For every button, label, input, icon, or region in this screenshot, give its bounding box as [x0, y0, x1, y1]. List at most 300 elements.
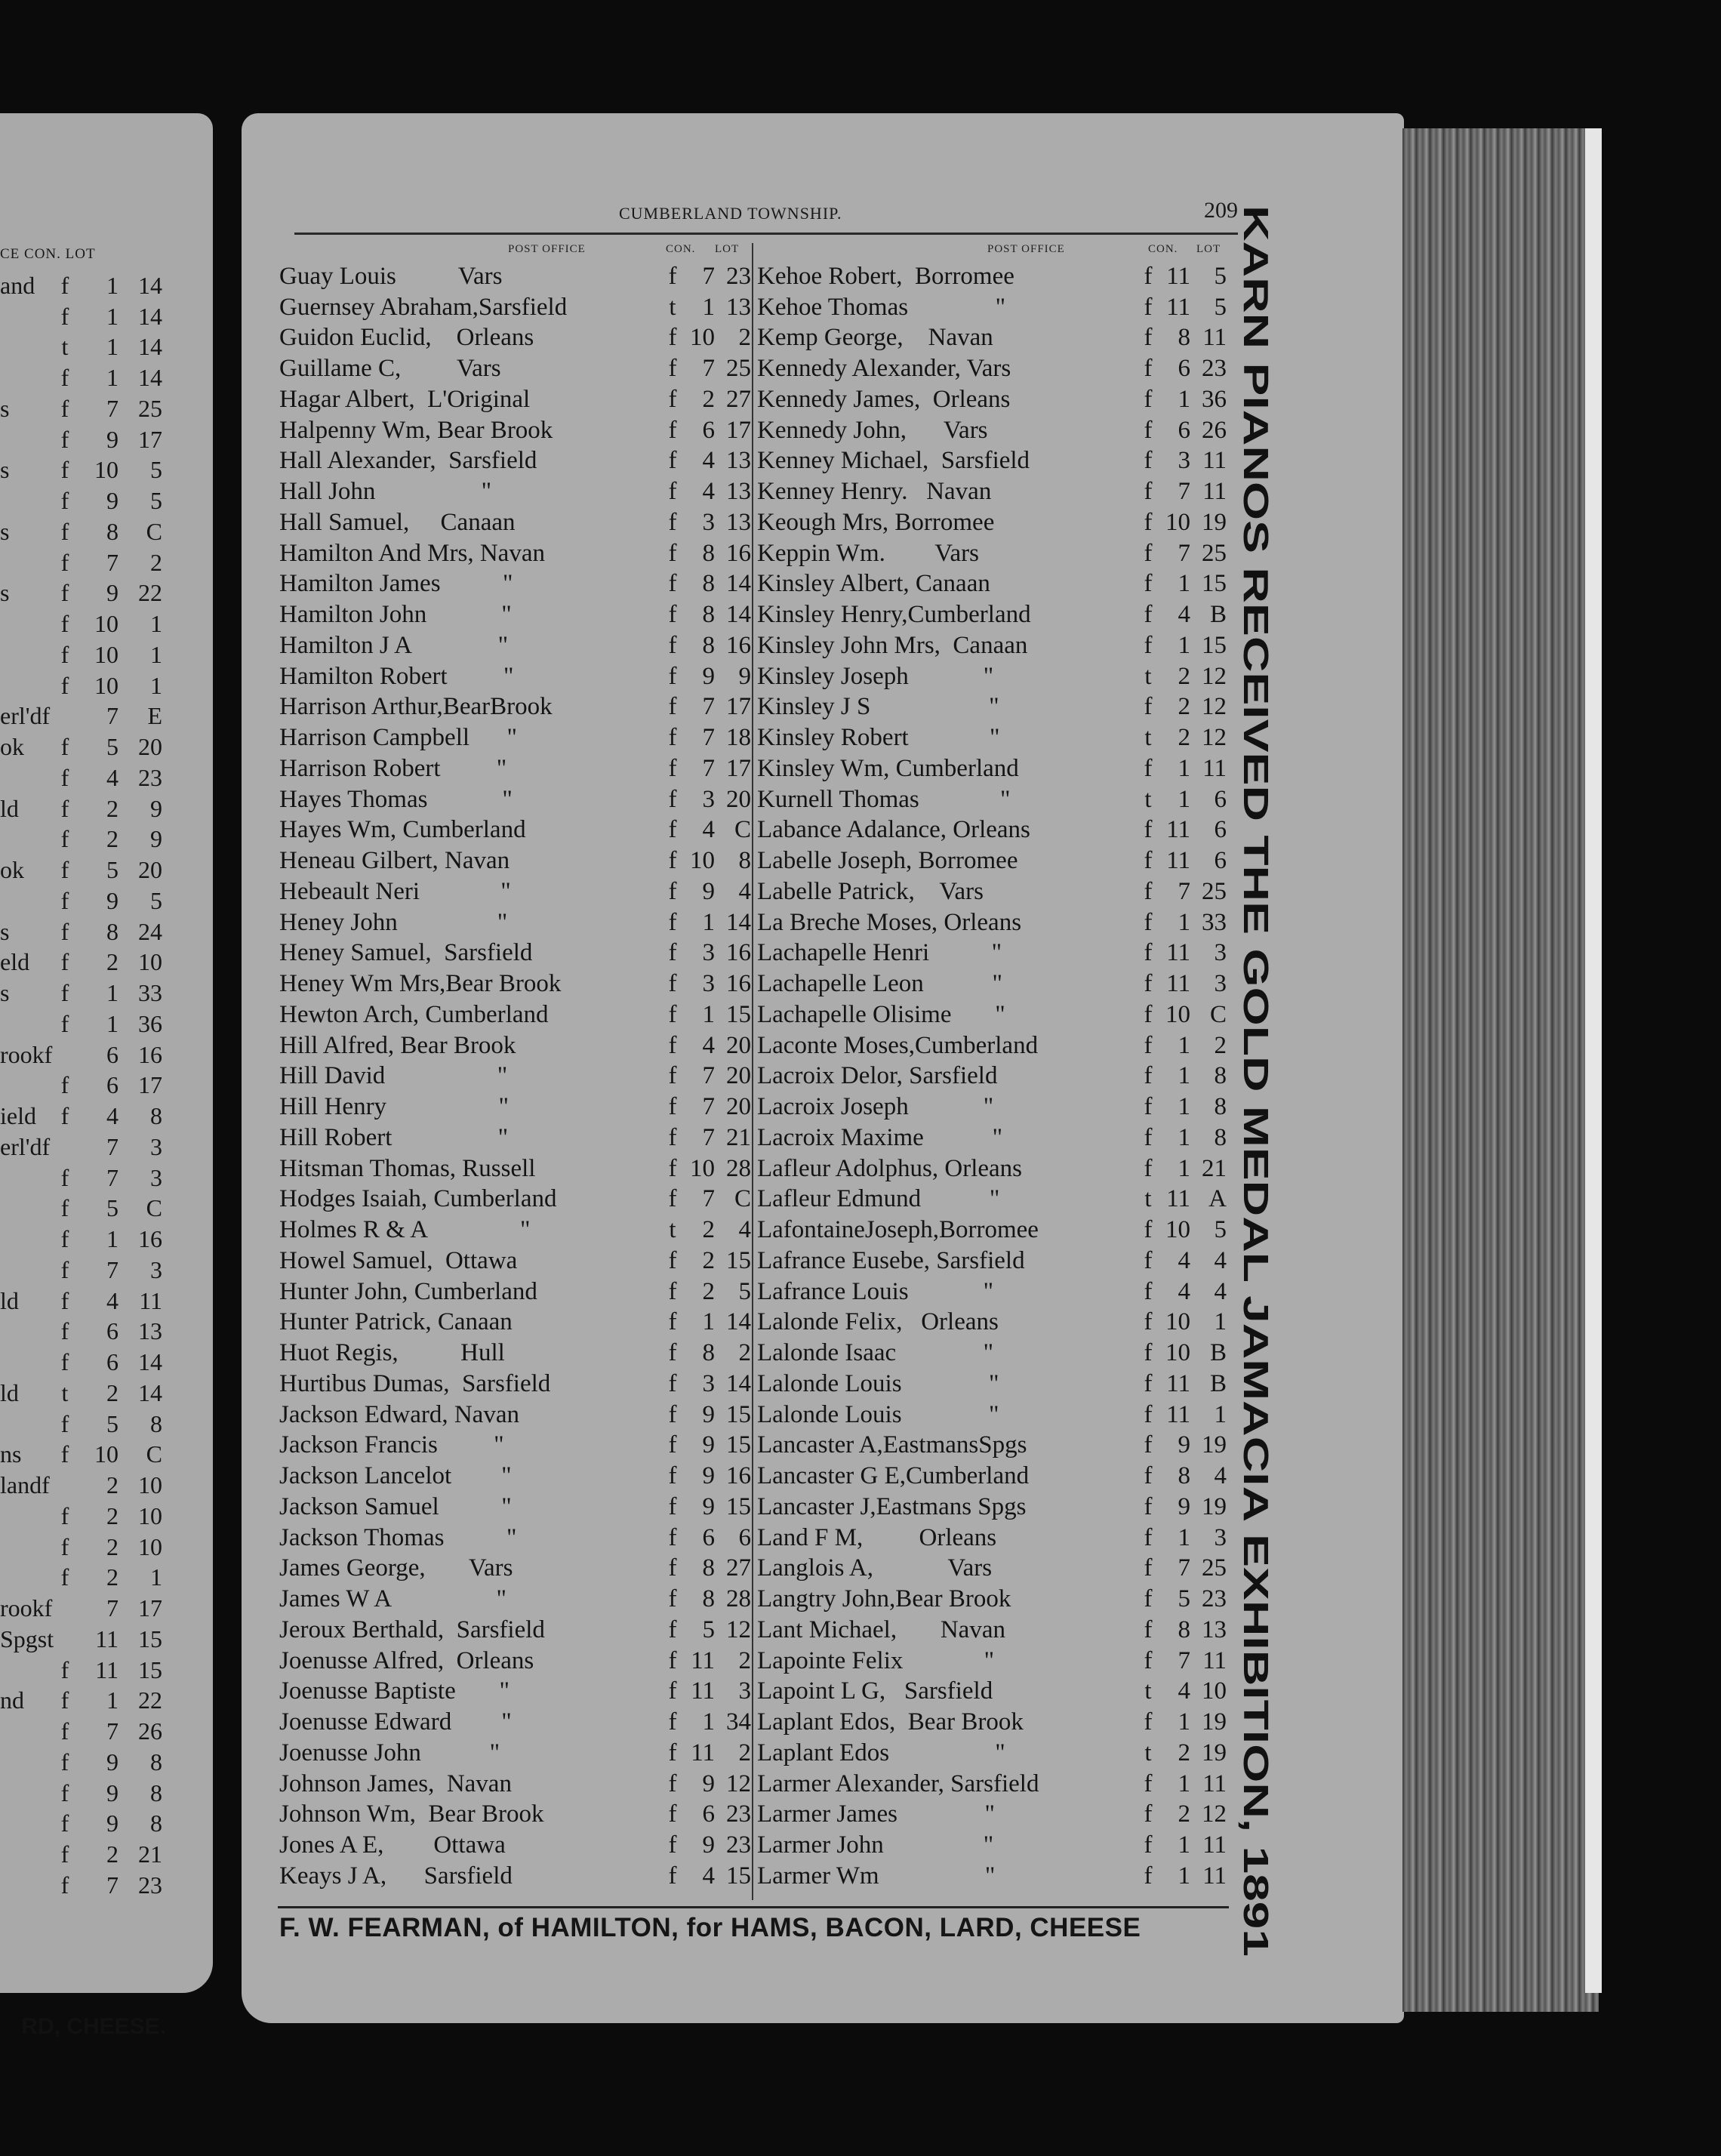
entry-name-post-office: Lalonde Louis "	[757, 1400, 999, 1428]
entry-status: f	[668, 1154, 677, 1182]
directory-entry	[279, 1338, 751, 1369]
entry-name-post-office: James George, Vars	[279, 1554, 513, 1582]
entry-lot: 16	[726, 539, 751, 567]
left-page-status: f	[60, 456, 69, 484]
entry-name-post-office: Huot Regis, Hull	[279, 1339, 505, 1367]
directory-entry	[279, 384, 751, 415]
directory-entry	[757, 1369, 1227, 1400]
entry-status: f	[668, 1093, 677, 1121]
entry-name-post-office: Kehoe Robert, Borromee	[757, 262, 1014, 290]
entry-con: 2	[702, 1246, 715, 1274]
left-page-fragment-text: ns	[0, 1440, 22, 1468]
directory-column-1	[279, 243, 751, 1892]
left-page-lot: 26	[138, 1717, 162, 1745]
entry-status: f	[668, 662, 677, 690]
directory-entry	[757, 323, 1227, 354]
entry-name-post-office: Hitsman Thomas, Russell	[279, 1154, 536, 1182]
entry-con: 9	[702, 1400, 715, 1428]
left-page-fragment-text: ld	[0, 794, 19, 822]
entry-lot: 6	[1214, 816, 1227, 844]
left-page-status: f	[60, 1440, 69, 1468]
directory-entry	[279, 1830, 751, 1861]
entry-lot: 8	[1214, 1093, 1227, 1121]
page-header	[294, 198, 1238, 235]
entry-status: f	[668, 908, 677, 936]
entry-status: t	[1144, 1185, 1152, 1213]
left-page-con: 10	[94, 610, 119, 638]
left-page-footer: RD, CHEESE.	[21, 2014, 166, 2039]
directory-entry	[279, 1277, 751, 1307]
left-page-con: 7	[106, 548, 119, 576]
left-page-con: 2	[106, 948, 119, 976]
left-page-con: 5	[106, 733, 119, 761]
entry-con: 11	[1166, 970, 1190, 998]
entry-lot: 16	[726, 939, 751, 967]
left-page-lot: 1	[150, 1563, 162, 1591]
directory-entry	[279, 1461, 751, 1492]
directory-entry	[279, 1030, 751, 1061]
left-page-lot: 11	[139, 1286, 162, 1314]
entry-status: f	[668, 877, 677, 905]
entry-status: f	[668, 1246, 677, 1274]
left-page-lot: 3	[150, 1163, 162, 1191]
entry-con: 10	[690, 324, 715, 352]
left-page-con: 1	[106, 271, 119, 299]
entry-status: f	[1144, 355, 1153, 383]
directory-entry	[757, 907, 1227, 938]
entry-status: f	[668, 570, 677, 598]
directory-entry	[757, 1677, 1227, 1708]
entry-lot: 11	[1202, 478, 1227, 506]
left-page-status: f	[60, 1532, 69, 1560]
directory-entry	[279, 1615, 751, 1646]
left-page-fragment-text: s	[0, 917, 10, 945]
directory-entry	[279, 1369, 751, 1400]
left-page-row	[0, 1809, 198, 1840]
entry-lot: B	[1209, 601, 1227, 629]
left-page-status: f	[60, 1810, 69, 1837]
entry-lot: 14	[726, 908, 751, 936]
left-page-con: 2	[106, 1378, 119, 1406]
entry-con: 10	[1165, 1339, 1190, 1367]
entry-con: 7	[1178, 1554, 1190, 1582]
left-page-row	[0, 1009, 198, 1040]
entry-status: f	[1144, 1308, 1153, 1336]
entry-lot: 2	[738, 1339, 751, 1367]
left-page-con: 2	[106, 794, 119, 822]
entry-name-post-office: Kennedy James, Orleans	[757, 385, 1011, 413]
entry-name-post-office: Land F M, Orleans	[757, 1523, 997, 1551]
left-page-fragment-text: ok	[0, 733, 24, 761]
directory-entry	[757, 1615, 1227, 1646]
directory-entry	[279, 599, 751, 630]
left-page-con: 4	[106, 1286, 119, 1314]
entry-status: f	[668, 1492, 677, 1520]
entry-name-post-office: Jackson Edward, Navan	[279, 1400, 519, 1428]
entry-lot: 5	[1214, 262, 1227, 290]
left-page-lot: 14	[138, 364, 162, 392]
entry-con: 11	[691, 1677, 715, 1705]
directory-entries	[279, 261, 751, 1892]
entry-status: f	[1144, 1277, 1153, 1305]
left-page-fragment-text: erl'df	[0, 1132, 51, 1160]
directory-entry	[279, 1215, 751, 1246]
entry-con: 4	[1178, 1246, 1190, 1274]
entry-lot: 13	[726, 478, 751, 506]
directory-entry	[757, 1492, 1227, 1523]
entry-name-post-office: Langtry John,Bear Brook	[757, 1585, 1011, 1613]
page-footer	[278, 1906, 1229, 1954]
entry-status: f	[1144, 847, 1153, 875]
left-page-lot: 20	[138, 856, 162, 884]
entry-status: f	[1144, 1769, 1153, 1797]
left-page-con: 6	[106, 1317, 119, 1345]
entry-lot: 3	[1214, 970, 1227, 998]
left-page-row	[0, 732, 198, 762]
left-page-lot: 5	[150, 487, 162, 515]
left-page-con: 7	[106, 1871, 119, 1899]
entry-con: 5	[1178, 1585, 1190, 1613]
entry-name-post-office: Howel Samuel, Ottawa	[279, 1246, 518, 1274]
entry-name-post-office: Kinsley John Mrs, Canaan	[757, 631, 1028, 659]
entry-con: 7	[702, 693, 715, 721]
entry-lot: 25	[726, 355, 751, 383]
left-page-con: 5	[106, 1194, 119, 1222]
entry-name-post-office: Larmer Wm "	[757, 1862, 996, 1890]
directory-entry	[279, 1492, 751, 1523]
entry-status: f	[1144, 324, 1153, 352]
entry-con: 7	[702, 1123, 715, 1151]
directory-entry	[279, 1184, 751, 1215]
entry-lot: 27	[726, 385, 751, 413]
entry-con: 11	[1166, 262, 1190, 290]
left-page-row	[0, 1563, 198, 1594]
entry-lot: 36	[1202, 385, 1227, 413]
entry-status: f	[668, 1308, 677, 1336]
left-page-row	[0, 762, 198, 793]
entry-status: f	[1144, 1708, 1153, 1736]
left-page-status: f	[60, 733, 69, 761]
entry-lot: 12	[726, 1769, 751, 1797]
entry-con: 7	[1178, 539, 1190, 567]
left-page-fragment-text: s	[0, 979, 10, 1007]
left-page-row	[0, 1470, 198, 1501]
entry-con: 8	[1178, 1462, 1190, 1490]
left-page-fragment-text: s	[0, 579, 10, 607]
directory-entry	[757, 1184, 1227, 1215]
left-page-row	[0, 916, 198, 947]
entry-con: 3	[702, 1369, 715, 1397]
left-page-status: f	[60, 517, 69, 545]
entry-name-post-office: Jackson Francis "	[279, 1431, 504, 1459]
entry-con: 2	[1178, 662, 1190, 690]
entry-status: f	[668, 1831, 677, 1859]
entry-status: f	[668, 1708, 677, 1736]
left-page-row	[0, 947, 198, 978]
left-page-lot: 36	[138, 1009, 162, 1037]
entry-name-post-office: Kennedy Alexander, Vars	[757, 355, 1011, 383]
entry-lot: 11	[1202, 1831, 1227, 1859]
left-page-row	[0, 1686, 198, 1717]
entry-status: f	[668, 1400, 677, 1428]
entry-lot: 3	[738, 1677, 751, 1705]
entry-lot: 4	[738, 1216, 751, 1244]
left-page-status: f	[60, 1563, 69, 1591]
entry-lot: 10	[1202, 1677, 1227, 1705]
entry-status: f	[1144, 1123, 1153, 1151]
entry-name-post-office: Kenney Henry. Navan	[757, 478, 992, 506]
entry-status: f	[668, 601, 677, 629]
left-page-status: f	[60, 979, 69, 1007]
entry-status: f	[668, 724, 677, 752]
entry-status: t	[1144, 1739, 1152, 1766]
left-page-status: f	[60, 917, 69, 945]
entry-con: 1	[702, 908, 715, 936]
left-page-lot: C	[146, 517, 162, 545]
entry-lot: 27	[726, 1554, 751, 1582]
left-page-row	[0, 1593, 198, 1624]
entry-status: f	[668, 939, 677, 967]
directory-entry	[757, 1646, 1227, 1677]
entry-con: 8	[1178, 324, 1190, 352]
left-page-row	[0, 1532, 198, 1563]
left-page-con: 7	[106, 1255, 119, 1283]
entry-con: 9	[702, 877, 715, 905]
left-page-row	[0, 1255, 198, 1286]
entry-name-post-office: Kinsley Henry,Cumberland	[757, 601, 1031, 629]
left-page-column-header: CE CON. LOT	[0, 246, 96, 262]
left-page-fragment-text: eld	[0, 948, 30, 976]
left-page-lot: 9	[150, 794, 162, 822]
entry-name-post-office: Lalonde Felix, Orleans	[757, 1308, 999, 1336]
entry-con: 1	[1178, 908, 1190, 936]
left-page-row	[0, 578, 198, 609]
left-page-status: f	[60, 948, 69, 976]
directory-entry	[757, 1461, 1227, 1492]
entry-status: f	[668, 1277, 677, 1305]
entry-status: f	[1144, 1246, 1153, 1274]
entry-con: 10	[1165, 1000, 1190, 1028]
entry-name-post-office: Hamilton J A "	[279, 631, 509, 659]
entry-lot: 11	[1202, 1769, 1227, 1797]
entry-con: 8	[702, 570, 715, 598]
directory-entry	[757, 1584, 1227, 1615]
entry-status: f	[668, 1800, 677, 1828]
entry-status: f	[668, 262, 677, 290]
entry-status: f	[1144, 754, 1153, 782]
directory-entry	[757, 815, 1227, 846]
left-page-row	[0, 547, 198, 578]
entry-con: 2	[1178, 1739, 1190, 1766]
entry-lot: 20	[726, 1062, 751, 1090]
entry-name-post-office: Lapointe Felix "	[757, 1646, 995, 1674]
left-page-status: f	[60, 1686, 69, 1714]
directory-entry	[279, 784, 751, 815]
entry-lot: 6	[738, 1523, 751, 1551]
entry-lot: 14	[726, 1369, 751, 1397]
directory-entry	[279, 415, 751, 446]
directory-entry	[757, 599, 1227, 630]
entry-status: f	[1144, 601, 1153, 629]
left-page-row	[0, 1655, 198, 1686]
left-page-row	[0, 516, 198, 547]
entry-status: f	[1144, 1492, 1153, 1520]
entry-con: 3	[1178, 447, 1190, 475]
entry-lot: 13	[726, 293, 751, 321]
entry-status: f	[668, 1677, 677, 1705]
entry-name-post-office: Guillame C, Vars	[279, 355, 501, 383]
left-page-status: f	[60, 1163, 69, 1191]
entry-con: 5	[702, 1615, 715, 1643]
directory-entry	[279, 1153, 751, 1184]
left-page-lot: 3	[150, 1255, 162, 1283]
entry-name-post-office: Lalonde Louis "	[757, 1369, 999, 1397]
left-page-lot: E	[147, 702, 162, 730]
entry-con: 3	[702, 970, 715, 998]
left-page-row	[0, 393, 198, 424]
entry-lot: 5	[1214, 293, 1227, 321]
entry-status: f	[1144, 262, 1153, 290]
entry-con: 10	[690, 847, 715, 875]
left-page-con: 9	[106, 425, 119, 453]
entry-name-post-office: Hebeault Neri "	[279, 877, 511, 905]
left-page-lot: 10	[138, 1502, 162, 1529]
entry-name-post-office: La Breche Moses, Orleans	[757, 908, 1022, 936]
left-page-lot: 14	[138, 1378, 162, 1406]
entry-lot: 23	[726, 1831, 751, 1859]
entry-lot: 15	[726, 1862, 751, 1890]
entry-lot: 12	[1202, 1800, 1227, 1828]
page-edge-highlight	[1585, 128, 1602, 1993]
entry-con: 9	[702, 1492, 715, 1520]
left-page-lot: 10	[138, 1532, 162, 1560]
entry-con: 9	[702, 1462, 715, 1490]
entry-status: f	[1144, 1831, 1153, 1859]
entry-lot: 3	[1214, 939, 1227, 967]
directory-entry	[757, 1554, 1227, 1585]
left-page-row	[0, 639, 198, 670]
directory-entry	[279, 815, 751, 846]
entry-status: f	[1144, 478, 1153, 506]
running-head: CUMBERLAND TOWNSHIP.	[619, 204, 842, 223]
directory-entry	[757, 876, 1227, 907]
entry-lot: 19	[1202, 508, 1227, 536]
directory-entry	[757, 1153, 1227, 1184]
left-page-row	[0, 701, 198, 732]
left-page-lot: 10	[138, 948, 162, 976]
entry-name-post-office: Hill Robert "	[279, 1123, 509, 1151]
entry-con: 4	[1178, 1277, 1190, 1305]
entry-status: f	[1144, 416, 1153, 444]
left-page-fragment-text: s	[0, 456, 10, 484]
entry-con: 6	[702, 416, 715, 444]
left-page-lot: 1	[150, 640, 162, 668]
entry-lot: 5	[1214, 1216, 1227, 1244]
entry-con: 2	[1178, 693, 1190, 721]
directory-entry	[757, 938, 1227, 969]
entry-lot: 2	[738, 1646, 751, 1674]
entry-lot: 15	[1202, 570, 1227, 598]
left-page-row	[0, 270, 198, 301]
entry-status: f	[1144, 877, 1153, 905]
entry-name-post-office: Lancaster J,Eastmans Spgs	[757, 1492, 1027, 1520]
left-page-con: 6	[106, 1040, 119, 1068]
entry-lot: 26	[1202, 416, 1227, 444]
entry-status: f	[668, 1000, 677, 1028]
left-page-fragment-text: ok	[0, 856, 24, 884]
directory-entry	[757, 538, 1227, 569]
entry-name-post-office: Lafrance Eusebe, Sarsfield	[757, 1246, 1025, 1274]
left-page-fragment-text: s	[0, 394, 10, 422]
left-page-row	[0, 455, 198, 486]
left-page-con: 4	[106, 1102, 119, 1130]
entry-con: 1	[1178, 1031, 1190, 1059]
directory-entry	[279, 661, 751, 692]
entry-lot: 28	[726, 1585, 751, 1613]
directory-entry	[757, 1030, 1227, 1061]
entry-lot: 14	[726, 570, 751, 598]
left-page-con: 5	[106, 1409, 119, 1437]
left-page-row	[0, 1163, 198, 1194]
entry-con: 8	[702, 1339, 715, 1367]
directory-entries	[757, 261, 1227, 1892]
left-page-con: 7	[106, 394, 119, 422]
directory-entry	[279, 323, 751, 354]
left-page-status: f	[60, 1717, 69, 1745]
entry-lot: 5	[738, 1277, 751, 1305]
entry-con: 7	[702, 754, 715, 782]
left-page-row	[0, 608, 198, 639]
left-page-status: f	[60, 1502, 69, 1529]
entry-name-post-office: Holmes R & A "	[279, 1216, 531, 1244]
entry-name-post-office: Harrison Arthur,BearBrook	[279, 693, 553, 721]
entry-con: 11	[1166, 1185, 1190, 1213]
left-page-lot: 22	[138, 1686, 162, 1714]
entry-con: 8	[702, 601, 715, 629]
left-page-status: f	[60, 1779, 69, 1806]
entry-lot: 11	[1202, 324, 1227, 352]
left-page-lot: 15	[138, 1656, 162, 1683]
entry-lot: 20	[726, 1031, 751, 1059]
left-page-row	[0, 886, 198, 916]
left-page-lot: 17	[138, 1594, 162, 1622]
entry-lot: 19	[1202, 1431, 1227, 1459]
left-page-status: f	[60, 1255, 69, 1283]
entry-con: 6	[702, 1800, 715, 1828]
entry-lot: 12	[1202, 662, 1227, 690]
directory-entry	[757, 1307, 1227, 1338]
left-page-lot: 10	[138, 1471, 162, 1499]
entry-name-post-office: Hamilton James "	[279, 570, 513, 598]
directory-entry	[279, 1707, 751, 1738]
entry-status: f	[668, 508, 677, 536]
left-page-lot: 8	[150, 1409, 162, 1437]
entry-con: 6	[1178, 355, 1190, 383]
entry-lot: 17	[726, 416, 751, 444]
directory-entry	[279, 1584, 751, 1615]
entry-lot: 8	[1214, 1062, 1227, 1090]
entry-lot: 12	[726, 1615, 751, 1643]
footer-advertisement: F. W. FEARMAN, of HAMILTON, for HAMS, BACON, LARD, CHEESE	[279, 1913, 1141, 1942]
entry-status: f	[1144, 1000, 1153, 1028]
left-page-row	[0, 1040, 198, 1070]
entry-status: f	[668, 355, 677, 383]
left-page-lot: 2	[150, 548, 162, 576]
entry-name-post-office: Lachapelle Olisime "	[757, 1000, 1005, 1028]
left-page-lot: 14	[138, 333, 162, 361]
directory-entry	[279, 1431, 751, 1461]
directory-entry	[757, 999, 1227, 1030]
